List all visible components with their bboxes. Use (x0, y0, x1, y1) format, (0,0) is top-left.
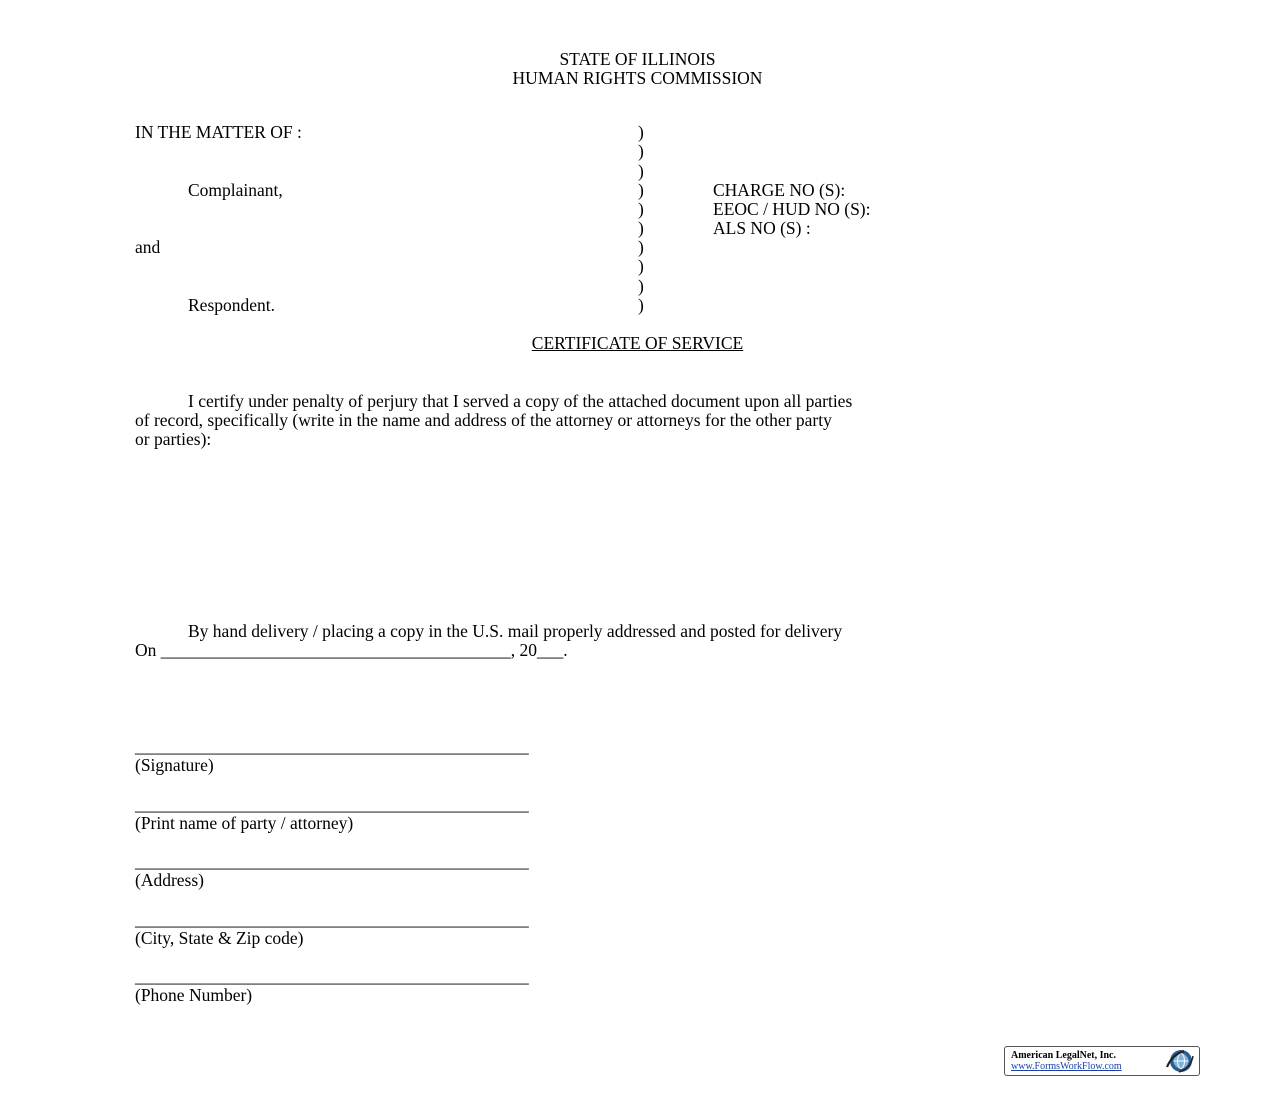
caption-paren: ) (638, 199, 644, 219)
phone-number-label: (Phone Number) (135, 985, 253, 1005)
legalnet-logo[interactable] (1004, 1046, 1200, 1076)
respondent-label: Respondent. (188, 295, 276, 315)
matter-label: IN THE MATTER OF : (135, 122, 302, 142)
address-blank[interactable]: _____________________________________________ (135, 851, 529, 871)
certification-line-3: or parties): (135, 429, 212, 449)
caption-paren: ) (638, 218, 644, 238)
caption-paren: ) (638, 256, 644, 276)
city-state-zip-label: (City, State & Zip code) (135, 928, 304, 948)
delivery-date-line[interactable]: On ________________________________________, 20___. (135, 640, 568, 660)
caption-paren: ) (638, 295, 644, 315)
city-state-zip-blank[interactable]: _____________________________________________ (135, 909, 529, 929)
commission-heading: HUMAN RIGHTS COMMISSION (512, 68, 763, 88)
phone-number-blank[interactable]: _____________________________________________ (135, 966, 529, 986)
complainant-label: Complainant, (188, 180, 283, 200)
charge-no-label: CHARGE NO (S): (713, 180, 846, 200)
certificate-title: CERTIFICATE OF SERVICE (531, 333, 744, 353)
and-label: and (135, 237, 161, 257)
state-heading: STATE OF ILLINOIS (559, 49, 716, 69)
print-name-label: (Print name of party / attorney) (135, 813, 354, 833)
certification-line-1: I certify under penalty of perjury that I served a copy of the attached document upon all parties (188, 391, 853, 411)
caption-paren: ) (638, 141, 644, 161)
logo-url-link[interactable]: www.FormsWorkFlow.com (1011, 1061, 1122, 1072)
caption-paren: ) (638, 276, 644, 296)
als-no-label: ALS NO (S) : (713, 218, 811, 238)
address-label: (Address) (135, 870, 205, 890)
delivery-line-1: By hand delivery / placing a copy in the U.S. mail properly addressed and posted for delivery (188, 621, 843, 641)
logo-company-name: American LegalNet, Inc. (1011, 1050, 1116, 1061)
caption-paren: ) (638, 122, 644, 142)
caption-paren: ) (638, 161, 644, 181)
globe-icon (1162, 1048, 1196, 1074)
signature-blank[interactable]: _____________________________________________ (135, 736, 529, 756)
eeoc-hud-no-label: EEOC / HUD NO (S): (713, 199, 871, 219)
signature-label: (Signature) (135, 755, 214, 775)
caption-paren: ) (638, 180, 644, 200)
certification-line-2: of record, specifically (write in the name and address of the attorney or attorneys for the other party (135, 410, 832, 430)
print-name-blank[interactable]: _____________________________________________ (135, 794, 529, 814)
caption-paren: ) (638, 237, 644, 257)
